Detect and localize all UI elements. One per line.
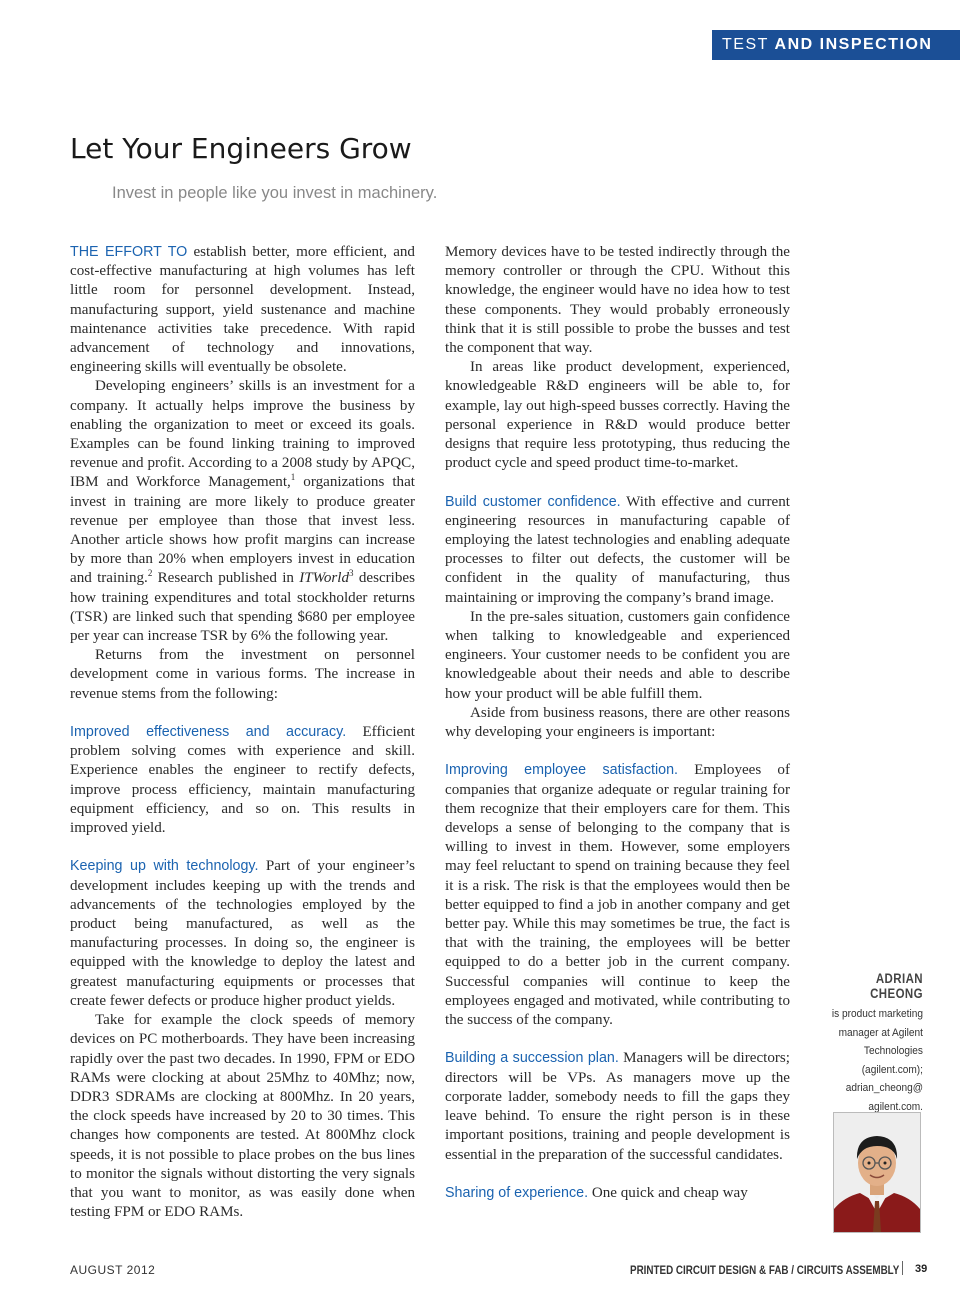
publication-name: PRINTED CIRCUIT DESIGN & FAB / CIRCUITS ASSEMBLY [630,1263,900,1277]
paragraph-text: Developing engineers’ skills is an investment for a company. It actually helps improve the business by enabling the organization to meet or exceed its goals. Examples can be found linking training to improved revenue and profit. According to a 2008 study by APQC, IBM and Workforce Management, [70,378,415,491]
paragraph-text: organizations that invest in training are more likely to produce greater revenue per employee than those that invest less. Another article shows how profit margins can increase by more than 20% when employers invest in education and training. [70,474,415,587]
bio-line: (agilent.com); [861,1063,923,1076]
run-in-heading: Improving employee satisfaction. [445,762,679,779]
section-effectiveness [70,723,415,838]
paragraph-memory: Memory devices have to be tested indirectly through the memory controller or through the CPU. Without this knowledge, the engineer would have no idea how to test these components. They would probably erroneously think that it is still possible to probe the busses and test the component that way. [445,244,790,357]
footnote-ref: 3 [349,568,354,579]
author-photo [833,1112,921,1233]
footnote-ref: 1 [290,472,296,483]
paragraph-text: One quick and cheap way [588,1184,748,1201]
run-in-heading: Keeping up with technology. [70,858,259,875]
section-customer-confidence [445,493,790,608]
left-column [70,243,415,1222]
paragraph-text: establish better, more efficient, and cost-effective manufacturing at high volumes has left little room for personnel development. Instead, manufacturing support, yield sustenance and machine maintenance activities take precedence. With rapid advancement of technology and innovations, engineering skills will eventually be obsolete. [70,244,415,376]
paragraph-text: Research published in [152,570,300,587]
paragraph-text: describes how training expenditures and total stockholder returns (TSR) are linked such that spending $680 per employee per year can increase TSR by 6% the following year. [70,570,415,645]
author-bio-box [818,971,923,1116]
run-in-heading: Building a succession plan. [445,1050,619,1067]
bio-line: Technologies [863,1045,923,1057]
paragraph-intro [70,243,415,377]
section-label-bold: AND INSPECTION [774,36,933,53]
right-column [445,243,790,1203]
paragraph-text: With effective and current engineering resources in manufacturing capable of employing the latest technologies and enabling adequate processes to filter out defects, the customer will be confident in the quality of manufacturing, thus maintaining or improving the company’s brand image. [445,493,790,606]
paragraph-text: Employees of companies that organize adequate or regular training for them recognize that their employers care for them. This develops a sense of belonging to the company that is willing to invest in them. However, some employers may feel reluctant to spend on training because they feel it is a risk. The risk is that the employees would then be better equipped to find a job in another company and get better pay. While this may sometimes be true, the fact is that with the training, the employees will be better equipped to do a better job in the current company. Successful companies will continue to keep the employees engaged and motivated, while contributing to the success of the company. [445,762,791,1029]
bio-line: agilent.com. [868,1100,923,1113]
publication-name: ITWorld [299,570,350,587]
paragraph-text: Managers will be directors; directors will be VPs. As managers move up the corporate ladder, somebody needs to fill the gaps they leave behind. To ensure the right person is in these important positions, training and people development is essential in the preparation of the successful candidates. [445,1050,790,1163]
section-sharing [445,1184,790,1203]
bio-line: is product marketing [831,1008,923,1020]
paragraph-text: Part of your engineer’s development includes keeping up with the trends and advancements of the technologies employed by the product being manufactured, as well as the manufacturing processes. In doing so, the engineer is equipped with the knowledge to deploy the latest and greatest manufacturing equipments or processes that create fewer defects or produce higher product yields. [70,858,415,1009]
section-technology [70,857,415,1011]
paragraph-aside: Aside from business reasons, there are other reasons why developing your engineers is important: [445,704,790,741]
article-subtitle: Invest in people like you invest in machinery. [112,184,438,202]
author-name: ADRIAN CHEONG [870,971,923,1001]
issue-date: AUGUST 2012 [70,1263,156,1277]
paragraph-returns: Returns from the investment on personnel development come in various forms. The increase in revenue stems from the following: [70,647,415,702]
section-employee-satisfaction [445,761,790,1030]
section-succession [445,1049,790,1164]
article-title: Let Your Engineers Grow [70,132,412,165]
author-bio [826,1005,923,1116]
paragraph-text: Efficient problem solving comes with experience and skill. Experience enables the engineer to rectify defects, improve process efficiency, maintain manufacturing equipment efficiency, and so on. This results in improved yield. [70,724,415,837]
paragraph-product-dev: In areas like product development, experienced, knowledgeable R&D engineers will be able to, for example, lay out high-speed busses correctly. Having the personal experience in R&D would produce better designs that require less prototyping, thus reducing the product cycle and speed product time-to-market. [445,359,790,472]
section-header-tab [712,30,960,60]
bio-line: adrian_cheong@ [845,1082,923,1094]
footnote-ref: 2 [147,568,153,579]
lead-in: THE EFFORT TO [70,244,188,260]
run-in-heading: Sharing of experience. [445,1184,589,1201]
paragraph-presales: In the pre-sales situation, customers gain confidence when talking to knowledgeable and experienced engineers. Your customer needs to be confident you are knowledgeable about their needs and able to describe how your product will be able fulfill them. [445,608,790,702]
page-number: 39 [915,1263,928,1275]
paragraph-investment [70,377,415,646]
paragraph-clock-speeds: Take for example the clock speeds of memory devices on PC motherboards. They have been increasing rapidly over the past two decades. In 1990, FPM or EDO RAMs were clocking at about 25Mhz to 40Mhz; now, DDR3 SDRAMs are clocking at 800Mhz. In 20 years, the clock speeds have increased by 20 to 30 times. This changes how components are tested. At 800Mhz clock speeds, it is not possible to place probes on the bus lines to monitor the signals without distorting the very signals that you want to monitor, as was easily done when testing FPM or EDO RAMs. [70,1012,415,1221]
run-in-heading: Build customer confidence. [445,493,621,510]
footer-divider [902,1261,903,1275]
bio-line: manager at Agilent [838,1026,923,1039]
run-in-heading: Improved effectiveness and accuracy. [70,724,347,741]
portrait-icon [834,1113,920,1232]
section-label-light: TEST [722,36,775,53]
